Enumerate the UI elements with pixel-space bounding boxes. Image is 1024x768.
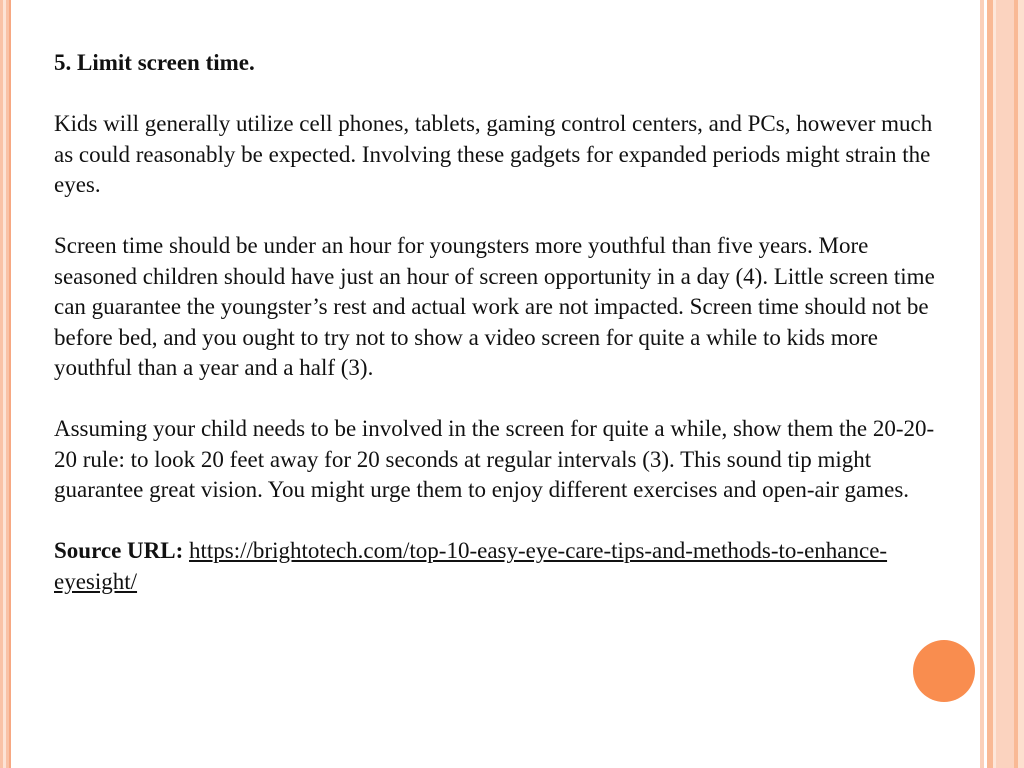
source-line [54,536,954,597]
orange-circle-decoration [913,640,975,702]
right-stripe-3 [996,0,1014,768]
slide-heading: 5. Limit screen time. [54,50,255,75]
paragraph-screen-time-limits: Screen time should be under an hour for youngsters more youthful than five years. More seasoned children should have just an hour of screen opportunity in a day (4). Little screen time can guarantee the youngster’s rest and actual work are not impacted. Screen time should not be before bed, and you ought to try not to show a video screen for quite a while to kids more youthful than a year and a half (3). [54,233,935,380]
left-border-inner-stripe [3,0,6,768]
right-stripe-decoration [980,0,1024,768]
right-stripe-5 [1018,0,1024,768]
source-label: Source URL: [54,538,184,563]
left-border-decoration [0,0,11,768]
paragraph-screen-devices: Kids will generally utilize cell phones, tablets, gaming control centers, and PCs, however much as could reasonably be expected. Involving these gadgets for expanded periods might strain the eyes. [54,111,933,197]
source-url-link[interactable]: https://brightotech.com/top-10-easy-eye-care-tips-and-methods-to-enhance-eyesight/ [54,538,888,594]
paragraph-20-20-20-rule: Assuming your child needs to be involved in the screen for quite a while, show them the 20-20-20 rule: to look 20 feet away for 20 seconds at regular intervals (3). This sound tip might guarantee great vision. You might urge them to enjoy different exercises and open-air games. [54,416,935,502]
slide-content [54,48,954,628]
